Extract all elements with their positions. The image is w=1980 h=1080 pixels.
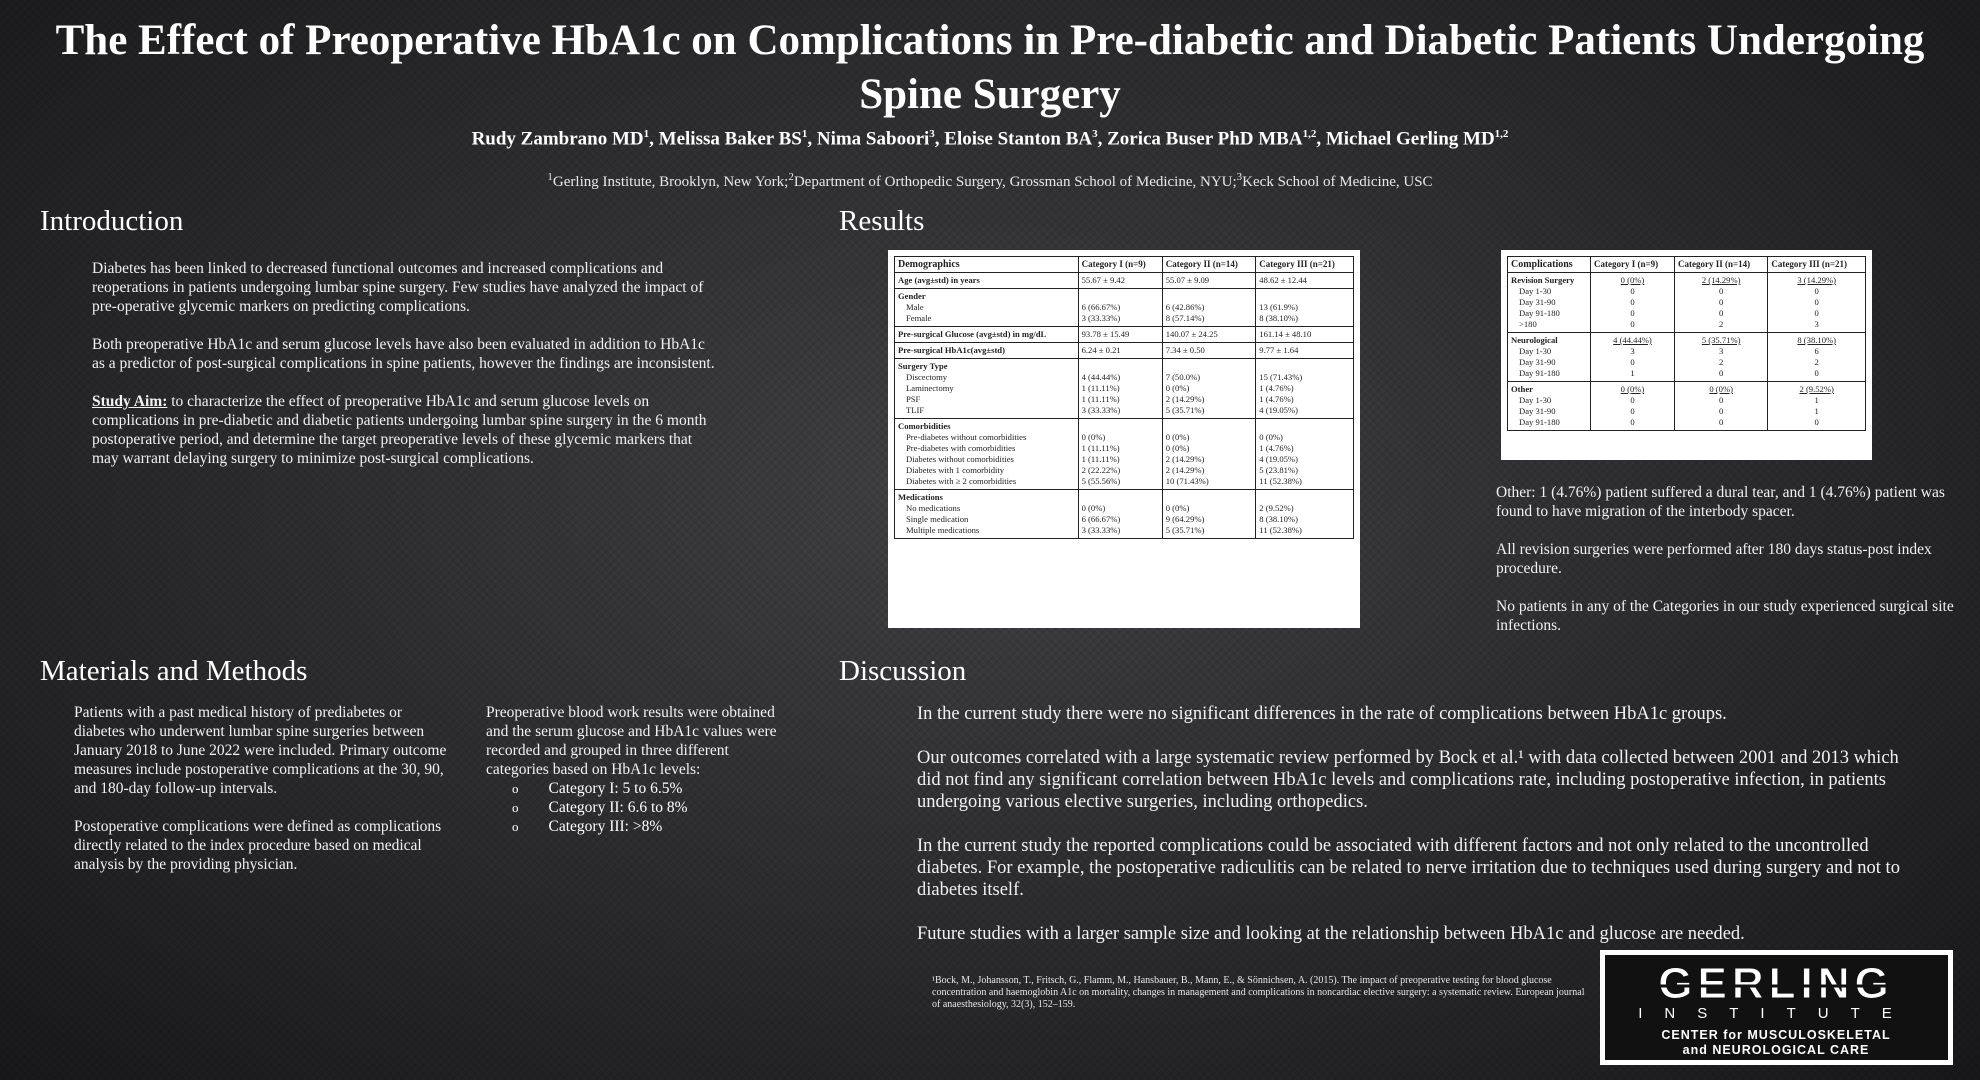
table-cell: 0 (0%) [1259, 432, 1283, 442]
table-cell: 0 [1630, 357, 1635, 367]
row-label: Medications [898, 492, 943, 502]
table-cell: 0 (0%) [1081, 503, 1106, 513]
row-sublabel: Laminectomy [906, 383, 954, 393]
author: Eloise Stanton BA [944, 128, 1093, 150]
table-header-cell: Category III (n=21) [1256, 257, 1354, 273]
discussion-heading: Discussion [839, 655, 967, 687]
category-item: o Category III: >8% [512, 818, 663, 835]
methods-bullet [462, 703, 782, 779]
table-row [895, 273, 1354, 289]
introduction-heading: Introduction [40, 205, 184, 237]
author-list: Rudy Zambrano $MD^1$, Melissa Baker $BS^1$, Nima Saboori$^3$, Eloise Stanton $BA^3$, Zorica Buser PhD MBA$^{1,2}$, Michael Gerling MD$^{1,2}$ [471, 128, 1509, 150]
table-cell: 2 [1719, 357, 1724, 367]
row-label: Revision Surgery [1511, 275, 1575, 285]
category-item: o Category I: 5 to 6.5% [512, 780, 683, 797]
table-cell: 2 (14.29%) [1701, 275, 1741, 285]
table-header-cell: Category I (n=9) [1078, 257, 1162, 273]
table-cell: 0 [1719, 417, 1724, 427]
table-cell: 140.07 ± 24.25 [1165, 329, 1218, 339]
table-cell: 0 [1630, 286, 1635, 296]
discussion-text: In the current study the reported complications could be associated with different factors and not only related to the uncontrolled diabetes. For example, the postoperative radiculitis can be related to nerve irritation due to techniques used during surgery and not to diabetes itself. [917, 836, 1900, 900]
table-cell: 2 (14.29%) [1165, 394, 1205, 404]
bullet-icon [50, 703, 60, 798]
affiliation: Gerling Institute, Brooklyn, New York; [552, 174, 789, 190]
table-cell: 1 (11.11%) [1081, 443, 1120, 453]
row-sublabel: Male [906, 302, 924, 312]
table-row [895, 490, 1354, 539]
table-cell: 1 (11.11%) [1081, 454, 1120, 464]
table-cell: 3 (33.33%) [1081, 405, 1121, 415]
table-cell: 8 (38.10%) [1259, 514, 1298, 524]
bullet-icon [50, 817, 60, 874]
table-cell: 0 [1719, 395, 1724, 405]
table-cell: 4 (19.05%) [1259, 405, 1298, 415]
row-sublabel: Day 31-90 [1519, 357, 1556, 367]
table-cell: 3 (14.29%) [1797, 275, 1837, 285]
table-cell: 1 (11.11%) [1081, 394, 1120, 404]
discussion-text: Future studies with a larger sample size and looking at the relationship between HbA1c and glucose are needed. [917, 924, 1745, 944]
table-cell: 0 [1630, 417, 1635, 427]
table-cell [1166, 361, 1253, 372]
row-sublabel: Female [906, 313, 932, 323]
table-cell: 7 (50.0%) [1165, 372, 1201, 382]
results-heading: Results [839, 205, 925, 237]
row-sublabel: Day 91-180 [1519, 308, 1560, 318]
author-affil-sup: 1 [801, 128, 808, 140]
methods-text: Postoperative complications were defined as complications directly related to the index procedure based on medical analysis by the providing physician. [74, 818, 442, 873]
table-header-cell: Category II (n=14) [1674, 257, 1767, 273]
author: Nima Saboori [816, 128, 930, 150]
table-cell: 8 (38.10%) [1797, 335, 1837, 345]
bullet-icon [1472, 540, 1482, 578]
table-cell: 4 (44.44%) [1081, 372, 1121, 382]
bullet-icon [1472, 597, 1482, 635]
affil-sup: 1 [547, 171, 553, 183]
row-label: Pre-surgical Glucose (avg±std) in mg/dL [898, 329, 1047, 339]
row-sublabel: Day 91-180 [1519, 417, 1560, 427]
logo-graphic [1605, 955, 1948, 1060]
table-cell: 55.67 ± 9.42 [1081, 275, 1125, 285]
poster-title: The Effect of Preoperative HbA1c on Complications in Pre-diabetic and Diabetic Patients Undergoing Spine Surgery [55, 17, 1925, 118]
results-text: Other: 1 (4.76%) patient suffered a dural tear, and 1 (4.76%) patient was found to have migration of the interbody spacer. [1496, 484, 1945, 520]
bullet-icon [893, 835, 903, 901]
table-cell: 1 (4.76%) [1259, 383, 1294, 393]
row-sublabel: Multiple medications [906, 525, 980, 535]
circle-bullet-icon: o [512, 819, 519, 834]
table-row [1508, 333, 1866, 382]
author-affil-sup: 1,2 [1302, 128, 1317, 140]
table-cell: 2 [1719, 319, 1724, 329]
table-header-cell: Demographics [895, 257, 1079, 273]
author-affil-sup: 1,2 [1494, 128, 1509, 140]
logo-institute: INSTITUTE [1638, 1005, 1914, 1022]
methods-right [462, 703, 782, 836]
bullet-icon [893, 923, 903, 945]
table-cell: 2 [1814, 357, 1819, 367]
demographics-table-card [888, 250, 1360, 628]
table-cell: 2 (9.52%) [1799, 384, 1834, 394]
reference: ¹Bock, M., Johansson, T., Fritsch, G., Flamm, M., Hansbauer, B., Mann, E., & Sönnichsen, A. (2015). The impact of preoperative testing for blood glucose concentration and haemoglobin A1c on mortality, changes in management and complications in noncardiac elective surgery: a systematic review. European journal of anaesthesiology, 32(3), 152–159. [932, 975, 1585, 1010]
table-cell: 48.62 ± 12.44 [1259, 275, 1307, 285]
intro-text: Diabetes has been linked to decreased functional outcomes and increased complications and reoperations in patients undergoing lumbar spine surgery. Few studies have analyzed the impact of pre-operative glycemic markers on predicting complications. [92, 260, 704, 315]
table-cell: 13 (61.9%) [1259, 302, 1298, 312]
bullet-icon [68, 335, 78, 373]
table-cell: 161.14 ± 48.10 [1259, 329, 1312, 339]
row-sublabel: Day 1-30 [1519, 395, 1552, 405]
intro-bullet [68, 335, 718, 373]
intro-text: Both preoperative HbA1c and serum glucose levels have also been evaluated in addition to HbA1c as a predictor of post-surgical complications in spine patients, however the findings are inconsistent. [92, 336, 715, 372]
table-cell: 0 [1630, 297, 1635, 307]
row-sublabel: Pre-diabetes with comorbidities [906, 443, 1016, 453]
table-cell: 6.24 ± 0.21 [1081, 345, 1121, 355]
complications-table-card [1501, 250, 1872, 460]
methods-bullet [50, 703, 448, 798]
row-sublabel: Pre-diabetes without comorbidities [906, 432, 1027, 442]
table-cell: 15 (71.43%) [1259, 372, 1303, 382]
table-row [895, 327, 1354, 343]
results-text: All revision surgeries were performed after 180 days status-post index procedure. [1496, 541, 1932, 577]
table-cell: 0 [1719, 406, 1724, 416]
discussion-bullet [893, 703, 1903, 725]
discussion-section [893, 703, 1903, 967]
row-sublabel: Day 31-90 [1519, 406, 1556, 416]
table-cell: 1 [1814, 395, 1819, 405]
affiliations [40, 171, 1940, 191]
table-cell [1082, 421, 1159, 432]
table-cell: 6 [1814, 346, 1819, 356]
row-label: Pre-surgical HbA1c(avg±std) [898, 345, 1005, 355]
table-cell [1082, 291, 1159, 302]
table-cell: 5 (35.71%) [1165, 405, 1205, 415]
row-sublabel: PSF [906, 394, 921, 404]
table-cell: 0 (0%) [1709, 384, 1733, 394]
row-sublabel: >180 [1519, 319, 1537, 329]
row-label: Other [1511, 384, 1533, 394]
table-cell: 0 (0%) [1165, 503, 1190, 513]
bullet-icon [893, 703, 903, 725]
methods-heading: Materials and Methods [40, 655, 308, 687]
table-cell: 6 (66.67%) [1081, 302, 1121, 312]
logo-line2: and NEUROLOGICAL CARE [1682, 1043, 1870, 1057]
table-cell: 9 (64.29%) [1165, 514, 1205, 524]
category-item: o Category II: 6.6 to 8% [512, 799, 688, 816]
author-affil-sup: 3 [1092, 128, 1098, 140]
table-cell: 0 (0%) [1081, 432, 1106, 442]
table-header-cell: Category I (n=9) [1590, 257, 1674, 273]
discussion-text: In the current study there were no significant differences in the rate of complications between HbA1c groups. [917, 704, 1727, 724]
table-cell: 8 (57.14%) [1165, 313, 1205, 323]
author-affil-sup: 3 [929, 128, 935, 140]
table-cell: 0 (0%) [1165, 432, 1190, 442]
table-header-cell: Complications [1508, 257, 1591, 273]
row-sublabel: No medications [906, 503, 961, 513]
table-cell [1259, 421, 1350, 432]
study-aim [92, 392, 718, 468]
results-text: No patients in any of the Categories in our study experienced surgical site infections. [1496, 598, 1954, 634]
table-cell: 0 [1814, 286, 1819, 296]
table-row [1508, 273, 1866, 333]
table-cell: 2 (14.29%) [1165, 465, 1205, 475]
table-cell: 5 (23.81%) [1259, 465, 1298, 475]
table-cell [1166, 492, 1253, 503]
table-cell: 0 [1630, 406, 1635, 416]
table-row [895, 419, 1354, 490]
table-cell: 0 [1814, 297, 1819, 307]
table-cell: 0 [1719, 297, 1724, 307]
author: Zorica Buser PhD MBA [1107, 128, 1303, 150]
table-cell: 1 (4.76%) [1259, 443, 1294, 453]
table-cell: 0 [1814, 308, 1819, 318]
row-label: Gender [898, 291, 926, 301]
demographics-table [894, 256, 1354, 539]
row-sublabel: Diabetes without comorbidities [906, 454, 1014, 464]
bullet-icon [68, 392, 78, 468]
table-cell: 6 (66.67%) [1081, 514, 1121, 524]
table-cell: 0 [1814, 368, 1819, 378]
table-row [895, 343, 1354, 359]
table-cell: 0 [1719, 286, 1724, 296]
table-cell: 5 (55.56%) [1081, 476, 1121, 486]
table-cell: 9.77 ± 1.64 [1259, 345, 1299, 355]
table-cell: 3 [1814, 319, 1819, 329]
discussion-bullet [893, 923, 1903, 945]
table-cell [1166, 421, 1253, 432]
table-cell: 3 (33.33%) [1081, 313, 1121, 323]
table-cell: 93.78 ± 15.49 [1081, 329, 1130, 339]
row-label: Surgery Type [898, 361, 948, 371]
results-bullet [1472, 540, 1962, 578]
table-cell: 0 (0%) [1165, 443, 1190, 453]
bullet-icon [893, 747, 903, 813]
discussion-text: Our outcomes correlated with a large systematic review performed by Bock et al.¹ with data collected between 2001 and 2013 which did not find any significant correlation between HbA1c levels and complications rate, including postoperative infection, in patients undergoing various elective surgeries, including orthopedics. [917, 748, 1899, 812]
table-cell [1259, 291, 1350, 302]
table-cell: 3 (33.33%) [1081, 525, 1121, 535]
intro-bullet [68, 392, 718, 468]
table-cell: 11 (52.38%) [1259, 476, 1302, 486]
row-label: Age (avg±std) in years [898, 275, 980, 285]
complications-table [1507, 256, 1866, 431]
methods-bullet [50, 817, 448, 874]
affiliation: Keck School of Medicine, USC [1242, 174, 1433, 190]
table-cell: 1 (4.76%) [1259, 394, 1294, 404]
methods-text: Patients with a past medical history of prediabetes or diabetes who underwent lumbar spine surgeries between January 2018 to June 2022 were included. Primary outcome measures include postoperative complications at the 30, 90, and 180-day follow-up intervals. [74, 704, 447, 797]
row-sublabel: Diabetes with 1 comorbidity [906, 465, 1005, 475]
affil-sup: 2 [788, 171, 794, 183]
table-cell: 4 (44.44%) [1613, 335, 1652, 345]
table-cell: 0 (0%) [1620, 275, 1645, 285]
table-cell: 2 (9.52%) [1259, 503, 1294, 513]
author-affil-sup: 1 [643, 128, 650, 140]
table-cell: 6 (42.86%) [1165, 302, 1205, 312]
table-row [895, 289, 1354, 327]
row-label: Comorbidities [898, 421, 951, 431]
table-cell: 5 (35.71%) [1701, 335, 1741, 345]
table-cell: 0 [1814, 417, 1819, 427]
table-cell [1259, 492, 1350, 503]
affil-sup: 3 [1236, 171, 1243, 183]
study-aim-text: to characterize the effect of preoperative HbA1c and serum glucose levels on complications in pre-diabetic and diabetic patients undergoing lumbar spine surgery in the 6 month postoperative period, and determine the target preoperative levels of these glycemic markers that may warrant delaying surgery to minimize post-surgical complications. [92, 393, 707, 467]
row-sublabel: Discectomy [906, 372, 948, 382]
table-cell: 55.07 ± 9.09 [1165, 275, 1210, 285]
table-cell [1082, 492, 1159, 503]
table-header-cell: Category III (n=21) [1768, 257, 1866, 273]
circle-bullet-icon: o [512, 781, 519, 796]
author: Rudy Zambrano MD [471, 128, 644, 150]
table-cell: 0 [1630, 395, 1635, 405]
introduction-section [68, 259, 718, 487]
table-cell: 1 [1630, 368, 1635, 378]
row-sublabel: Day 1-30 [1519, 346, 1552, 356]
results-bullet [1472, 483, 1962, 521]
circle-bullet-icon: o [512, 800, 519, 815]
bullet-icon [1472, 483, 1482, 521]
author: Michael Gerling MD [1325, 128, 1495, 150]
bullet-icon [462, 703, 472, 779]
table-cell: 3 [1630, 346, 1635, 356]
table-cell: 1 [1814, 406, 1819, 416]
author: Melissa Baker BS [658, 128, 802, 150]
table-cell [1166, 291, 1253, 302]
table-cell: 3 [1719, 346, 1724, 356]
results-bullets [1472, 483, 1962, 654]
study-aim-label: Study Aim: [92, 393, 168, 410]
category-list [512, 779, 782, 836]
logo-wordmark: GERLING [1658, 959, 1894, 1008]
table-cell: 4 (19.05%) [1259, 454, 1298, 464]
row-sublabel: Diabetes with ≥ 2 comorbidities [906, 476, 1017, 486]
row-sublabel: TLIF [906, 405, 925, 415]
gerling-institute-logo [1600, 950, 1953, 1065]
row-sublabel: Single medication [906, 514, 969, 524]
table-header-cell: Category II (n=14) [1162, 257, 1256, 273]
row-sublabel: Day 1-30 [1519, 286, 1552, 296]
row-sublabel: Day 91-180 [1519, 368, 1560, 378]
table-cell [1082, 361, 1159, 372]
table-cell: 2 (14.29%) [1165, 454, 1205, 464]
table-cell: 7.34 ± 0.50 [1165, 345, 1205, 355]
row-sublabel: Day 31-90 [1519, 297, 1556, 307]
intro-bullet [68, 259, 718, 316]
table-cell: 0 [1719, 308, 1724, 318]
table-row [1508, 382, 1866, 431]
table-cell: 0 [1630, 319, 1635, 329]
affiliation: Department of Orthopedic Surgery, Grossman School of Medicine, NYU; [793, 174, 1237, 190]
table-cell: 10 (71.43%) [1165, 476, 1209, 486]
bullet-icon [68, 259, 78, 316]
methods-text: Preoperative blood work results were obtained and the serum glucose and HbA1c values were recorded and grouped in three different categories based on HbA1c levels: [486, 704, 777, 778]
table-cell: 11 (52.38%) [1259, 525, 1302, 535]
table-cell: 5 (35.71%) [1165, 525, 1205, 535]
table-cell: 8 (38.10%) [1259, 313, 1298, 323]
discussion-bullet [893, 835, 1903, 901]
results-bullet [1472, 597, 1962, 635]
table-cell: 0 (0%) [1165, 383, 1190, 393]
table-cell: 0 [1719, 368, 1724, 378]
table-cell: 0 [1630, 308, 1635, 318]
table-cell: 1 (11.11%) [1081, 383, 1120, 393]
table-cell: 0 (0%) [1620, 384, 1645, 394]
table-row [895, 359, 1354, 419]
row-label: Neurological [1511, 335, 1558, 345]
table-cell: 2 (22.22%) [1081, 465, 1121, 475]
logo-line1: CENTER for MUSCULOSKELETAL [1661, 1028, 1891, 1042]
methods-left [50, 703, 448, 893]
table-cell [1259, 361, 1350, 372]
discussion-bullet [893, 747, 1903, 813]
